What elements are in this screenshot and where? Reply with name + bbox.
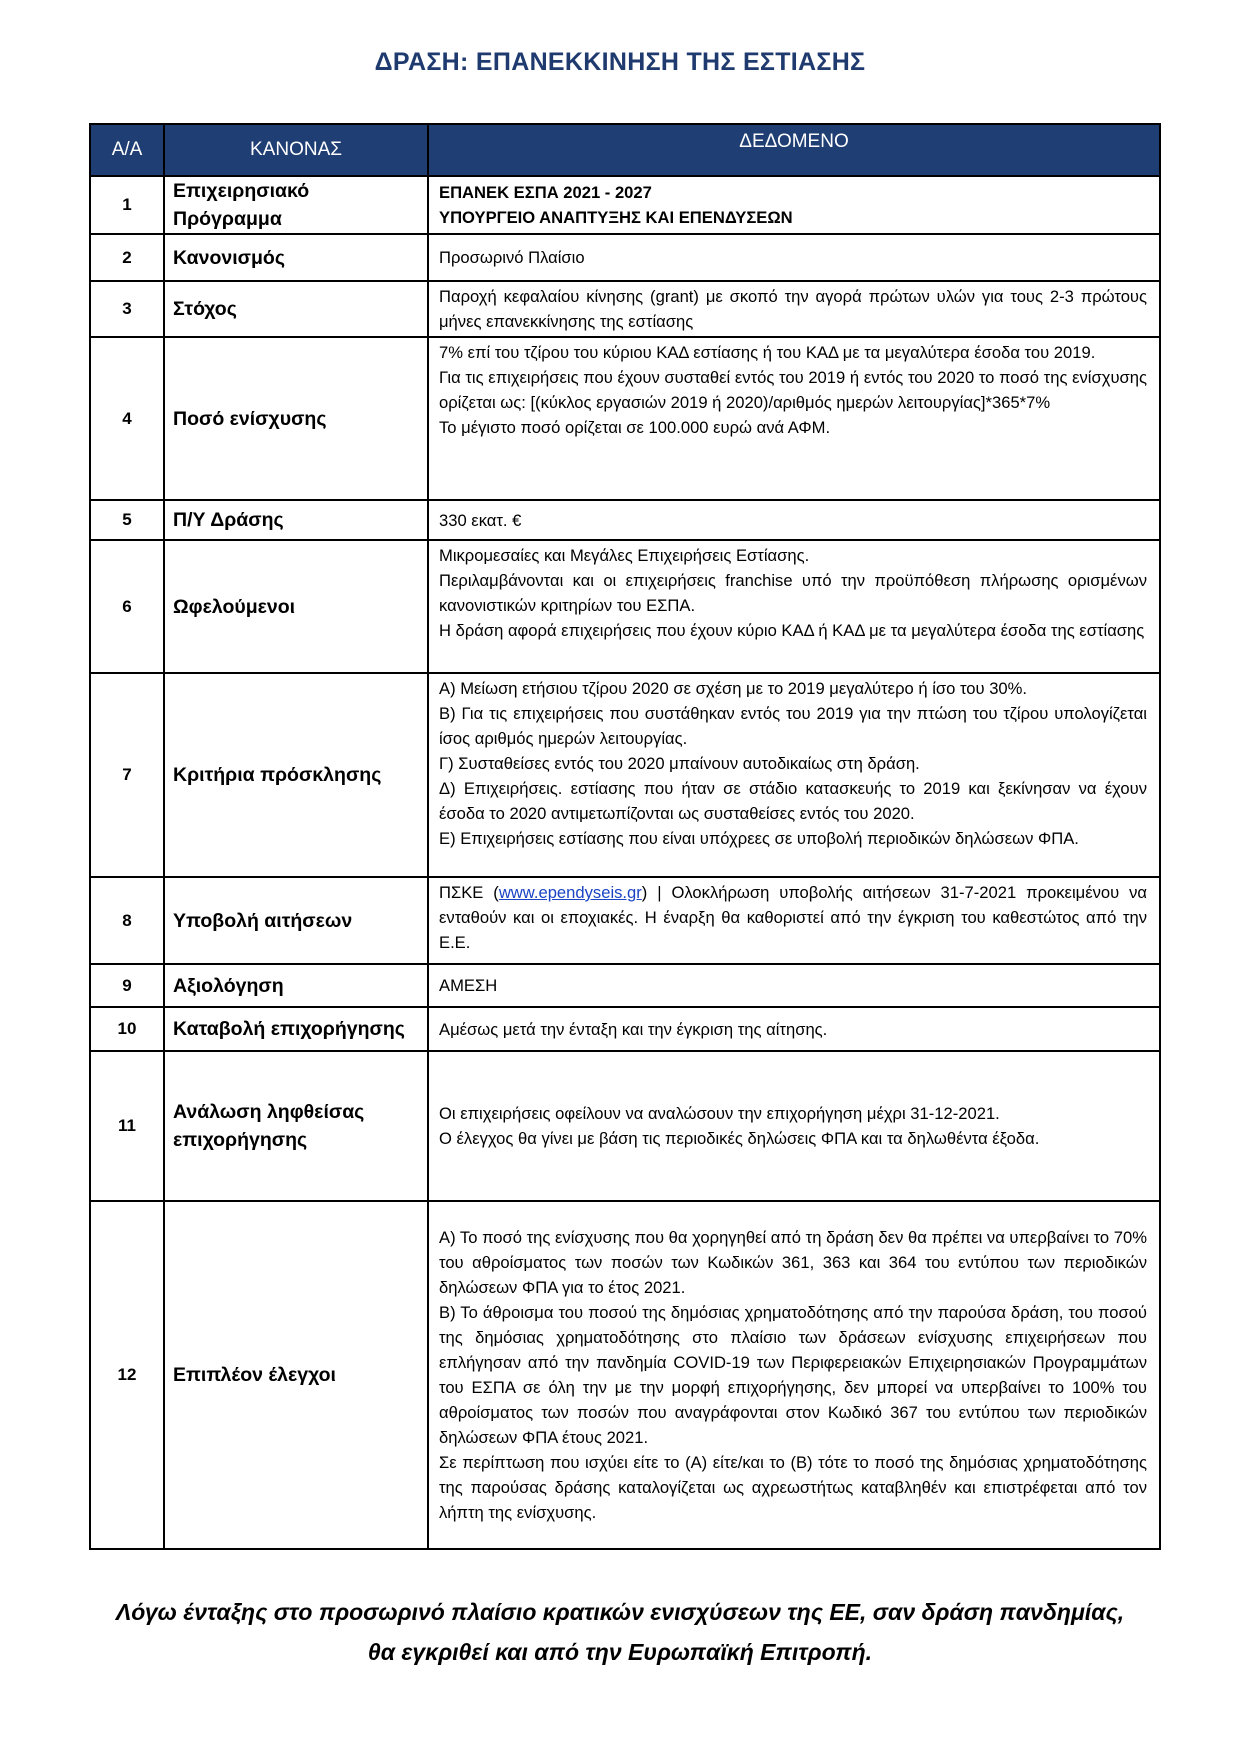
row-value	[428, 281, 1160, 337]
value-line: 330 εκατ. €	[439, 510, 522, 530]
row-number: 4	[90, 337, 164, 500]
table-row	[90, 500, 1160, 540]
row-rule: Π/Υ Δράσης	[164, 500, 428, 540]
row-rule: Ποσό ενίσχυσης	[164, 337, 428, 500]
row-value	[428, 1007, 1160, 1051]
row-rule: Στόχος	[164, 281, 428, 337]
row-rule: Επιχειρησιακό Πρόγραμμα	[164, 176, 428, 234]
row-value	[428, 964, 1160, 1007]
value-line: Δ) Επιχειρήσεις. εστίασης που ήταν σε στάδιο κατασκευής το 2019 και ξεκίνησαν να έχουν έσοδα το 2020 αντιμετωπίζονται ως συσταθείσες εντός του 2020.	[439, 779, 1147, 823]
row-number: 8	[90, 877, 164, 964]
row-number: 11	[90, 1051, 164, 1201]
value-line: Η δράση αφορά επιχειρήσεις που έχουν κύριο ΚΑΔ ή ΚΑΔ με τα μεγαλύτερα έσοδα της εστίασης	[439, 621, 1145, 640]
row-number: 10	[90, 1007, 164, 1051]
row-value	[428, 500, 1160, 540]
row-rule: Ανάλωση ληφθείσας επιχορήγησης	[164, 1051, 428, 1201]
row-rule: Επιπλέον έλεγχοι	[164, 1201, 428, 1549]
row-number: 12	[90, 1201, 164, 1549]
value-line: Μικρομεσαίες και Μεγάλες Επιχειρήσεις Εστίασης.	[439, 546, 810, 565]
value-line: ΑΜΕΣΗ	[439, 976, 498, 995]
table-row	[90, 673, 1160, 877]
value-line: Προσωρινό Πλαίσιο	[439, 248, 585, 267]
table-row	[90, 1201, 1160, 1549]
table-row	[90, 1051, 1160, 1201]
row-rule: Καταβολή επιχορήγησης	[164, 1007, 428, 1051]
row-value	[428, 877, 1160, 964]
value-line: Ο έλεγχος θα γίνει με βάση τις περιοδικές δηλώσεις ΦΠΑ και τα δηλωθέντα έξοδα.	[439, 1129, 1040, 1148]
table-row	[90, 176, 1160, 234]
table-row	[90, 234, 1160, 281]
value-line: Γ) Συσταθείσες εντός του 2020 μπαίνουν αυτοδικαίως στη δράση.	[439, 754, 920, 773]
row-value	[428, 176, 1160, 234]
value-suffix: ) | Ολοκλήρωση υποβολής αιτήσεων 31-7-2021 προκειμένου να ενταθούν και οι εποχιακές. Η έναρξη θα καθοριστεί από την έγκριση του καθεστώτος από την Ε.Ε.	[439, 883, 1147, 952]
value-line: Β) Για τις επιχειρήσεις που συστάθηκαν εντός του 2019 για την πτώση του τζίρου υπολογίζεται ίσος αριθμός ημερών λειτουργίας.	[439, 704, 1147, 748]
row-number: 1	[90, 176, 164, 234]
value-prefix: ΠΣΚΕ (	[439, 883, 499, 902]
value-line: 7% επί του τζίρου του κύριου ΚΑΔ εστίασης ή του ΚΑΔ με τα μεγαλύτερα έσοδα του 2019.	[439, 343, 1096, 362]
value-line: Ε) Επιχειρήσεις εστίασης που είναι υπόχρεες σε υποβολή περιοδικών δηλώσεων ΦΠΑ.	[439, 829, 1079, 848]
value-line: Παροχή κεφαλαίου κίνησης (grant) με σκοπό την αγορά πρώτων υλών για τους 2-3 πρώτους μήνες επανεκκίνησης της εστίασης	[439, 287, 1147, 331]
rules-table	[89, 123, 1161, 1550]
value-line: Α) Το ποσό της ενίσχυσης που θα χορηγηθεί από τη δράση δεν θα πρέπει να υπερβαίνει το 70% του αθροίσματος των ποσών των Κωδικών 361, 363 και 364 του εντύπου των περιοδικών δηλώσεων ΦΠΑ για το έτος 2021.	[439, 1228, 1147, 1297]
value-line: Οι επιχειρήσεις οφείλουν να αναλώσουν την επιχορήγηση μέχρι 31-12-2021.	[439, 1104, 1000, 1123]
row-rule: Ωφελούμενοι	[164, 540, 428, 673]
table-row	[90, 964, 1160, 1007]
row-number: 7	[90, 673, 164, 877]
page-title: ΔΡΑΣΗ: ΕΠΑΝΕΚΚΙΝΗΣΗ ΤΗΣ ΕΣΤΙΑΣΗΣ	[374, 48, 866, 76]
value-line: Περιλαμβάνονται και οι επιχειρήσεις franchise υπό την προϋπόθεση πλήρωσης ορισμένων κανονιστικών κριτηρίων του ΕΣΠΑ.	[439, 571, 1147, 615]
row-value	[428, 234, 1160, 281]
header-num: Α/Α	[90, 124, 164, 176]
header-rule: ΚΑΝΟΝΑΣ	[164, 124, 428, 176]
row-rule: Κανονισμός	[164, 234, 428, 281]
row-number: 9	[90, 964, 164, 1007]
row-rule: Κριτήρια πρόσκλησης	[164, 673, 428, 877]
row-number: 3	[90, 281, 164, 337]
table-row	[90, 877, 1160, 964]
row-number: 6	[90, 540, 164, 673]
value-line: Α) Μείωση ετήσιου τζίρου 2020 σε σχέση με το 2019 μεγαλύτερο ή ίσο του 30%.	[439, 679, 1028, 698]
row-number: 2	[90, 234, 164, 281]
value-line: Σε περίπτωση που ισχύει είτε το (Α) είτε/και το (Β) τότε το ποσό της δημόσιας χρηματοδότησης της παρούσας δράσης καταλογίζεται ως αχρεωστήτως καταβληθέν και επιστρέφεται από τον λήπτη της ενίσχυσης.	[439, 1453, 1147, 1522]
row-value	[428, 1051, 1160, 1201]
value-line: ΕΠΑΝΕΚ ΕΣΠΑ 2021 - 2027	[439, 183, 652, 202]
value-line: Β) Το άθροισμα του ποσού της δημόσιας χρηματοδότησης από την παρούσα δράση, του ποσού της δημόσιας χρηματοδότησης στο πλαίσιο των δράσεων ενίσχυσης επιχειρήσεων που επλήγησαν από την πανδημία COVID-19 των Περιφερειακών Επιχειρησιακών Προγραμμάτων του ΕΣΠΑ σε όλη την με την μορφή επιχορήγησης, δεν μπορεί να υπερβαίνει το 100% του αθροίσματος των ποσών που αναγράφονται στον Κωδικό 367 του εντύπου των περιοδικών δηλώσεων ΦΠΑ έτους 2021.	[439, 1303, 1147, 1447]
row-rule: Υποβολή αιτήσεων	[164, 877, 428, 964]
value-line: Το μέγιστο ποσό ορίζεται σε 100.000 ευρώ ανά ΑΦΜ.	[439, 418, 831, 437]
ependyseis-link[interactable]: www.ependyseis.gr	[498, 883, 642, 902]
table-row	[90, 337, 1160, 500]
table-row	[90, 1007, 1160, 1051]
row-value	[428, 337, 1160, 500]
header-value: ΔΕΔΟΜΕΝΟ	[428, 124, 1160, 176]
row-value	[428, 540, 1160, 673]
table-row	[90, 540, 1160, 673]
table-row	[90, 281, 1160, 337]
row-value	[428, 673, 1160, 877]
row-value	[428, 1201, 1160, 1549]
value-line: Για τις επιχειρήσεις που έχουν συσταθεί εντός του 2019 ή εντός του 2020 το ποσό της ενίσχυσης ορίζεται ως: [(κύκλος εργασιών 2019 ή 2020)/αριθμός ημερών λειτουργίας]*365*7%	[439, 368, 1147, 412]
value-line: Αμέσως μετά την ένταξη και την έγκριση της αίτησης.	[439, 1019, 828, 1039]
row-rule: Αξιολόγηση	[164, 964, 428, 1007]
value-line: ΥΠΟΥΡΓΕΙΟ ΑΝΑΠΤΥΞΗΣ ΚΑΙ ΕΠΕΝΔΥΣΕΩΝ	[439, 208, 793, 227]
row-number: 5	[90, 500, 164, 540]
table-header-row	[90, 124, 1160, 176]
value-line	[439, 880, 1147, 955]
footer-note: Λόγω ένταξης στο προσωρινό πλαίσιο κρατικών ενισχύσεων της ΕΕ, σαν δράση πανδημίας, θα εγκριθεί και από την Ευρωπαϊκή Επιτροπή.	[115, 1599, 1125, 1665]
